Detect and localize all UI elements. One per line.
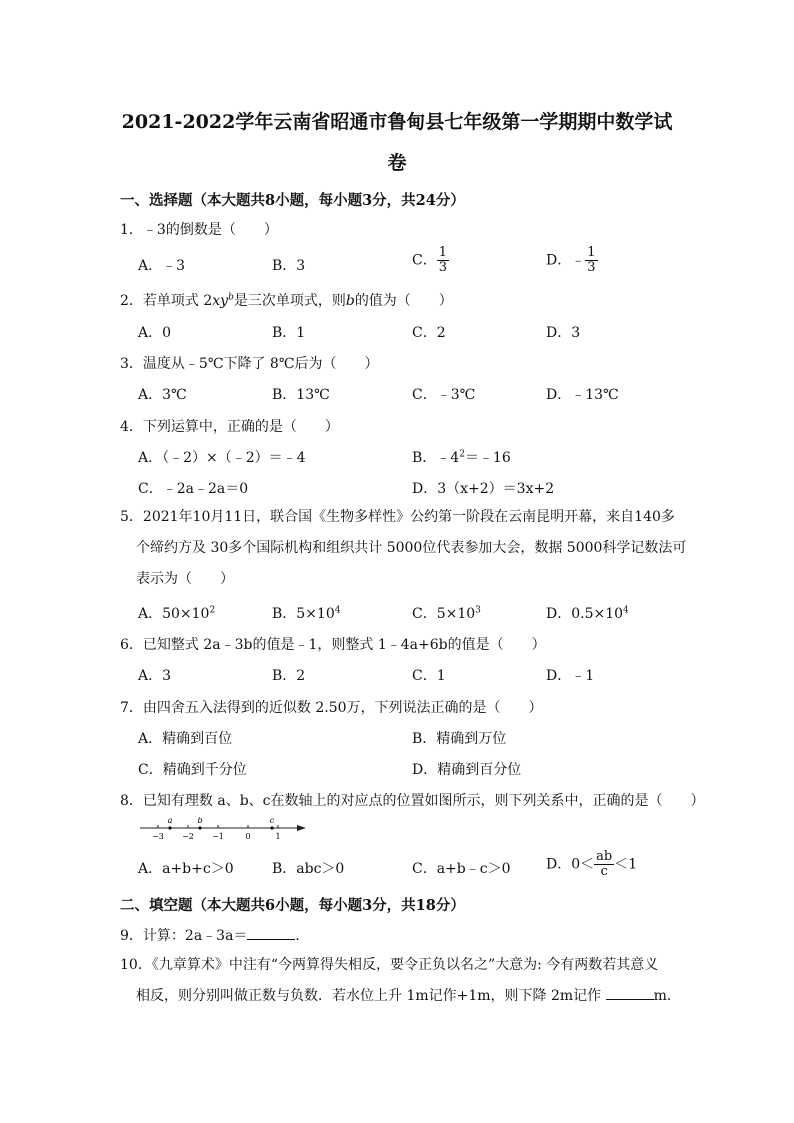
q6-option-b: B．2 [272,668,306,684]
q6-option-a: A．3 [138,668,172,684]
number-line-tick-label: 0 [245,832,251,841]
section-heading-choice: 一、选择题（本大题共8小题，每小题3分，共24分） [120,192,465,209]
q10-line-2: 相反，则分别叫做正数与负数．若水位上升 1m记作+1m，则下降 2m记作 m． [136,988,681,1004]
number-line-tick-label: −3 [152,832,164,841]
q7-option-a: A．精确到百位 [138,731,233,747]
q5-option-a: A．$50\times 10^2$ [138,605,216,622]
q9-answer-blank[interactable] [247,927,295,940]
question-10-stem [120,950,680,1012]
question-1-stem: 1．﹣3的倒数是（ ） [120,222,278,238]
number-line-tick-label: −2 [182,832,194,841]
q1-option-b: B．3 [272,258,306,274]
number-line-point [270,826,273,829]
number-line-figure [138,817,310,843]
q8-option-d: D．0＜ $\frac{ab}{c}$ ＜1 [546,849,638,879]
q2-option-b: B．1 [272,325,306,341]
q8-option-c: C．a+b﹣c＞0 [412,861,511,877]
question-5-stem [120,502,687,595]
number-line-point [198,826,201,829]
q8-option-d-fraction: $\frac{ab}{c}$ [596,849,613,879]
number-line-point-label: a [167,817,173,825]
q7-option-d: D．精确到百分位 [412,762,522,778]
number-line-point-label: b [197,817,203,825]
q3-option-b: B．13℃ [272,387,330,403]
q1-option-c-label: C． [412,252,437,269]
question-3-stem: 3．温度从﹣5℃下降了 8℃后为（ ） [120,356,379,372]
q2-option-c: C．2 [412,325,446,341]
q5-line-1: 5．2021年10月11日，联合国《生物多样性》公约第一阶段在云南昆明开幕，来自140多 [120,509,675,525]
q5-line-2: 个缔约方及 30多个国际机构和组织共计 5000位代表参加大会，数据 5000科学记数法可 [136,540,687,556]
q7-option-c: C．精确到千分位 [138,762,247,778]
q2-option-d: D．3 [546,325,581,341]
page-title-line1: 2021-2022学年云南省昭通市鲁甸县七年级第一学期期中数学试 [121,111,673,133]
number-line-tick-label: 1 [275,832,281,841]
q4-option-c: C．﹣2a﹣2a＝0 [138,481,249,497]
question-9-stem: 9．计算：2a﹣3a＝ ． [120,928,310,944]
q10-answer-blank[interactable] [606,987,654,1000]
page-title-line2: 卷 [387,152,407,174]
q10-line-1: 10．《九章算术》中注有“今两算得失相反，要令正负以名之”大意为: 今有两数若其意义 [120,957,659,973]
q5-option-b: B．$5\times 10^4$ [272,605,341,622]
q3-option-a: A．3℃ [138,387,187,403]
q1-option-a: A．﹣3 [138,258,186,274]
q5-line-3: 表示为（ ） [136,571,234,587]
q1-option-c-fraction: $\frac{1}{3}$ [438,245,447,275]
q8-option-b: B．abc＞0 [272,861,345,877]
q3-option-c: C．﹣3℃ [412,387,476,403]
q4-option-d: D．3（x+2）＝3x+2 [412,481,555,497]
number-line-arrow [297,825,306,831]
number-line-point-label: c [269,817,275,825]
q1-option-d [546,246,598,275]
number-line-point [168,826,171,829]
q1-option-d-fraction: $\frac{1}{3}$ [587,245,596,275]
q5-option-c: C．$5\times 10^3$ [412,605,481,622]
q2-option-a: A．0 [138,325,172,341]
question-8-stem: 8．已知有理数 a、b、c在数轴上的对应点的位置如图所示，则下列关系中，正确的是（ ） [120,793,705,809]
q6-option-c: C．1 [412,668,446,684]
question-2-stem: 2．若单项式 $2xy^b$是三次单项式，则b的值为（ ） [120,292,453,309]
q6-option-d: D．﹣1 [546,668,595,684]
q1-option-c [412,246,449,275]
q5-option-d: D．$0.5\times 10^4$ [546,605,629,622]
question-4-stem: 4．下列运算中，正确的是（ ） [120,419,339,435]
question-7-stem: 7．由四舍五入法得到的近似数 2.50万，下列说法正确的是（ ） [120,700,543,716]
q8-option-a: A．a+b+c＞0 [138,861,234,877]
question-6-stem: 6．已知整式 2a﹣3b的值是﹣1，则整式 1﹣4a+6b的值是（ ） [120,637,546,653]
q3-option-d: D．﹣13℃ [546,387,619,403]
q4-option-a: A．（﹣2）×（﹣2）＝﹣4 [138,450,306,466]
q4-option-b: B．$﹣4^2=﹣16$ [412,449,511,466]
section-heading-fill: 二、填空题（本大题共6小题，每小题3分，共18分） [120,897,465,914]
q7-option-b: B．精确到万位 [412,731,507,747]
q1-option-d-label: D．﹣ [546,252,586,269]
number-line-tick-label: −1 [212,832,224,841]
